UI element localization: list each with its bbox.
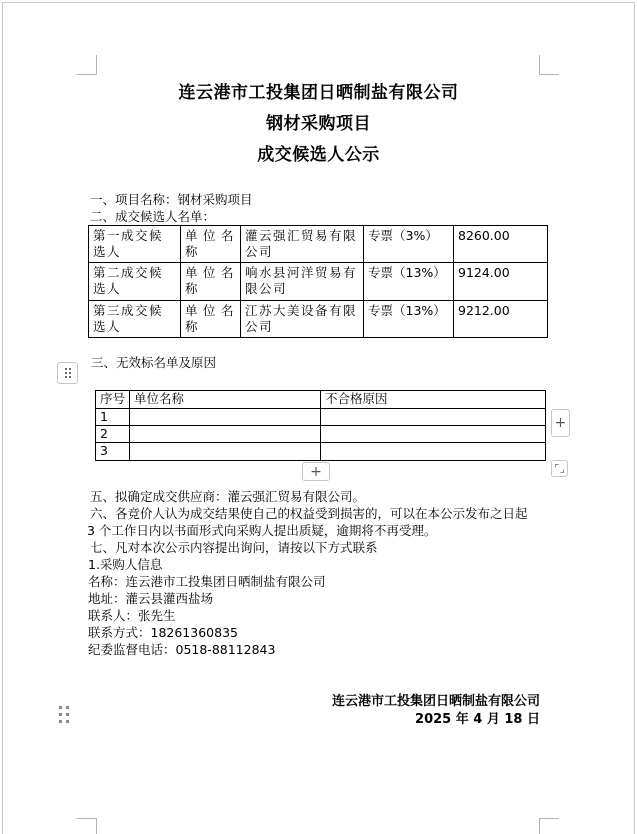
margin-mark-top-left <box>77 55 97 75</box>
doc-title-notice: 成交候选人公示 <box>257 145 380 165</box>
para-objection-line2: 3 个工作日内以书面形式向采购人提出质疑，逾期将不再受理。 <box>87 523 437 538</box>
table-resize-button[interactable] <box>551 460 568 477</box>
candidate-invoice-cell: 专票（3%） <box>364 226 454 263</box>
add-row-button[interactable] <box>302 462 330 481</box>
candidate-field-label-cell: 单位名称 <box>181 301 241 338</box>
plus-icon: + <box>554 415 567 431</box>
page-edge-top <box>2 2 635 3</box>
margin-mark-bottom-right <box>539 818 559 834</box>
purchaser-phone-line: 联系方式：18261360835 <box>88 625 238 640</box>
candidate-rank-cell: 第三成交候选人 <box>89 301 181 338</box>
drag-dots-icon <box>65 368 67 370</box>
signature-company: 连云港市工投集团日晒制盐有限公司 <box>331 694 540 709</box>
candidate-invoice-cell: 专票（13%） <box>364 301 454 338</box>
para-candidates-heading: 二、成交候选人名单： <box>90 209 216 224</box>
purchaser-info-heading: 1.采购人信息 <box>88 557 163 572</box>
invalid-col-no-header: 序号 <box>96 391 130 409</box>
invalid-no-cell: 2 <box>96 426 130 443</box>
para-invalid-bids-heading: 三、无效标名单及原因 <box>91 355 217 370</box>
invalid-company-cell[interactable] <box>130 443 321 461</box>
candidate-row-1 <box>89 226 548 263</box>
add-column-button[interactable] <box>551 409 570 437</box>
invalid-no-cell: 3 <box>96 443 130 461</box>
invalid-col-company-header: 单位名称 <box>130 391 321 409</box>
candidate-rank-cell: 第一成交候选人 <box>89 226 181 263</box>
invalid-reason-cell[interactable] <box>321 426 546 443</box>
signature-date: 2025 年 4 月 18 日 <box>415 712 540 727</box>
drag-dots-icon <box>59 706 62 709</box>
para-inquiry: 七、凡对本次公示内容提出询问，请按以下方式联系 <box>90 540 378 555</box>
invalid-reason-cell[interactable] <box>321 409 546 426</box>
invalid-reason-cell[interactable] <box>321 443 546 461</box>
invalid-header-row <box>96 391 546 409</box>
doc-title-project: 钢材采购项目 <box>266 114 371 134</box>
purchaser-supervision-line: 纪委监督电话：0518-88112843 <box>88 642 276 657</box>
invalid-col-reason-header: 不合格原因 <box>321 391 546 409</box>
candidate-price-cell: 8260.00 <box>454 226 548 263</box>
para-objection-line1: 六、各竞价人认为成交结果使自己的权益受到损害的，可以在本公示发布之日起 <box>90 506 528 521</box>
candidate-field-label-cell: 单位名称 <box>181 263 241 301</box>
invalid-company-cell[interactable] <box>130 409 321 426</box>
candidate-company-cell: 江苏大美设备有限公司 <box>241 301 364 338</box>
para-awarded-supplier: 五、拟确定成交供应商：灌云强汇贸易有限公司。 <box>90 489 366 504</box>
para-project-name: 一、项目名称：钢材采购项目 <box>90 192 253 207</box>
margin-mark-top-right <box>539 55 559 75</box>
invalid-company-cell[interactable] <box>130 426 321 443</box>
purchaser-contact-line: 联系人：张先生 <box>88 608 176 623</box>
candidate-company-cell: 响水县河洋贸易有限公司 <box>241 263 364 301</box>
doc-title-company: 连云港市工投集团日晒制盐有限公司 <box>178 83 459 103</box>
purchaser-name-line: 名称：连云港市工投集团日晒制盐有限公司 <box>88 574 326 589</box>
invalid-row-3 <box>96 443 546 461</box>
margin-mark-bottom-left <box>77 818 97 834</box>
paragraph-drag-handle[interactable] <box>59 706 69 723</box>
invalid-row-1 <box>96 409 546 426</box>
candidate-field-label-cell: 单位名称 <box>181 226 241 263</box>
candidates-table <box>88 225 548 338</box>
candidate-price-cell: 9124.00 <box>454 263 548 301</box>
candidate-company-cell: 灌云强汇贸易有限公司 <box>241 226 364 263</box>
candidate-invoice-cell: 专票（13%） <box>364 263 454 301</box>
candidate-price-cell: 9212.00 <box>454 301 548 338</box>
invalid-bids-table <box>95 390 546 461</box>
candidate-row-2 <box>89 263 548 301</box>
purchaser-address-line: 地址：灌云县灌西盐场 <box>88 591 214 606</box>
candidate-rank-cell: 第二成交候选人 <box>89 263 181 301</box>
resize-icon <box>554 463 565 474</box>
invalid-no-cell: 1 <box>96 409 130 426</box>
candidate-row-3 <box>89 301 548 338</box>
table-drag-handle-button[interactable] <box>57 362 78 384</box>
plus-icon: + <box>310 463 322 480</box>
invalid-row-2 <box>96 426 546 443</box>
